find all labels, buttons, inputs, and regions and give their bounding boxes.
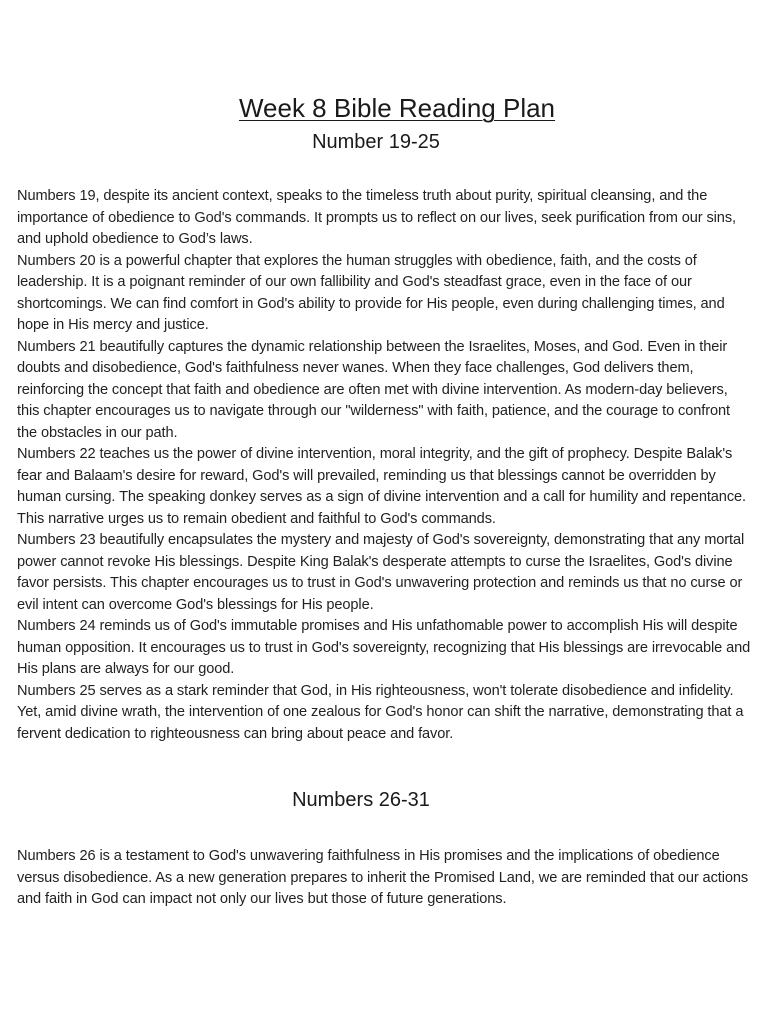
page-title: Week 8 Bible Reading Plan: [238, 93, 556, 123]
paragraph-numbers-19: Numbers 19, despite its ancient context, speaks to the timeless truth about purity, spiritual cleansing, and the importance of obedience to God's commands. It prompts us to reflect on our lives, seek purification from our sins, and uphold obedience to God’s laws.: [17, 188, 736, 247]
section-numbers-19-25: [17, 186, 752, 745]
paragraph-numbers-20: Numbers 20 is a powerful chapter that explores the human struggles with obedience, faith, and the costs of leadership. It is a poignant reminder of our own fallibility and God's steadfast grace, even in the face of our shortcomings. We can find comfort in God's ability to provide for His people, even during challenging times, and hope in His mercy and justice.: [17, 252, 725, 333]
section-heading-numbers-26-31: Numbers 26-31: [292, 789, 430, 811]
paragraph-numbers-24: Numbers 24 reminds us of God's immutable promises and His unfathomable power to accomplish His will despite human opposition. It encourages us to trust in God's sovereignty, recognizing that His blessings are irrevocable and His plans are always for our good.: [17, 618, 751, 677]
page-subtitle: Number 19-25: [312, 131, 440, 153]
section-numbers-26-31: [17, 846, 752, 911]
paragraph-numbers-26: Numbers 26 is a testament to God's unwavering faithfulness in His promises and the implications of obedience versus disobedience. As a new generation prepares to inherit the Promised Land, we are reminded that our actions and faith in God can impact not only our lives but those of future generations.: [17, 848, 749, 907]
paragraph-numbers-25: Numbers 25 serves as a stark reminder that God, in His righteousness, won't tolerate disobedience and infidelity. Yet, amid divine wrath, the intervention of one zealous for God's honor can shift the narrative, demonstrating that a fervent dedication to righteousness can bring about peace and favor.: [17, 682, 744, 742]
paragraph-numbers-23: Numbers 23 beautifully encapsulates the mystery and majesty of God's sovereignty, demonstrating that any mortal power cannot revoke His blessings. Despite King Balak's desperate attempts to curse the Israelites, God's divine favor persists. This chapter encourages us to trust in God's unwavering protection and reminds us that no curse or evil intent can overcome God's blessings for His people.: [17, 532, 745, 613]
paragraph-numbers-22: Numbers 22 teaches us the power of divine intervention, moral integrity, and the gift of prophecy. Despite Balak's fear and Balaam's desire for reward, God's will prevailed, reminding us that blessings cannot be overridden by human cursing. The speaking donkey serves as a sign of divine intervention and a call for humility and repentance. This narrative urges us to remain obedient and faithful to God's commands.: [17, 446, 746, 527]
paragraph-numbers-21: Numbers 21 beautifully captures the dynamic relationship between the Israelites, Moses, and God. Even in their doubts and disobedience, God's faithfulness never wanes. When they face challenges, God delivers them, reinforcing the concept that faith and obedience are often met with divine intervention. As modern-day believers, this chapter encourages us to navigate through our "wilderness" with faith, patience, and the courage to confront the obstacles in our path.: [17, 338, 730, 441]
